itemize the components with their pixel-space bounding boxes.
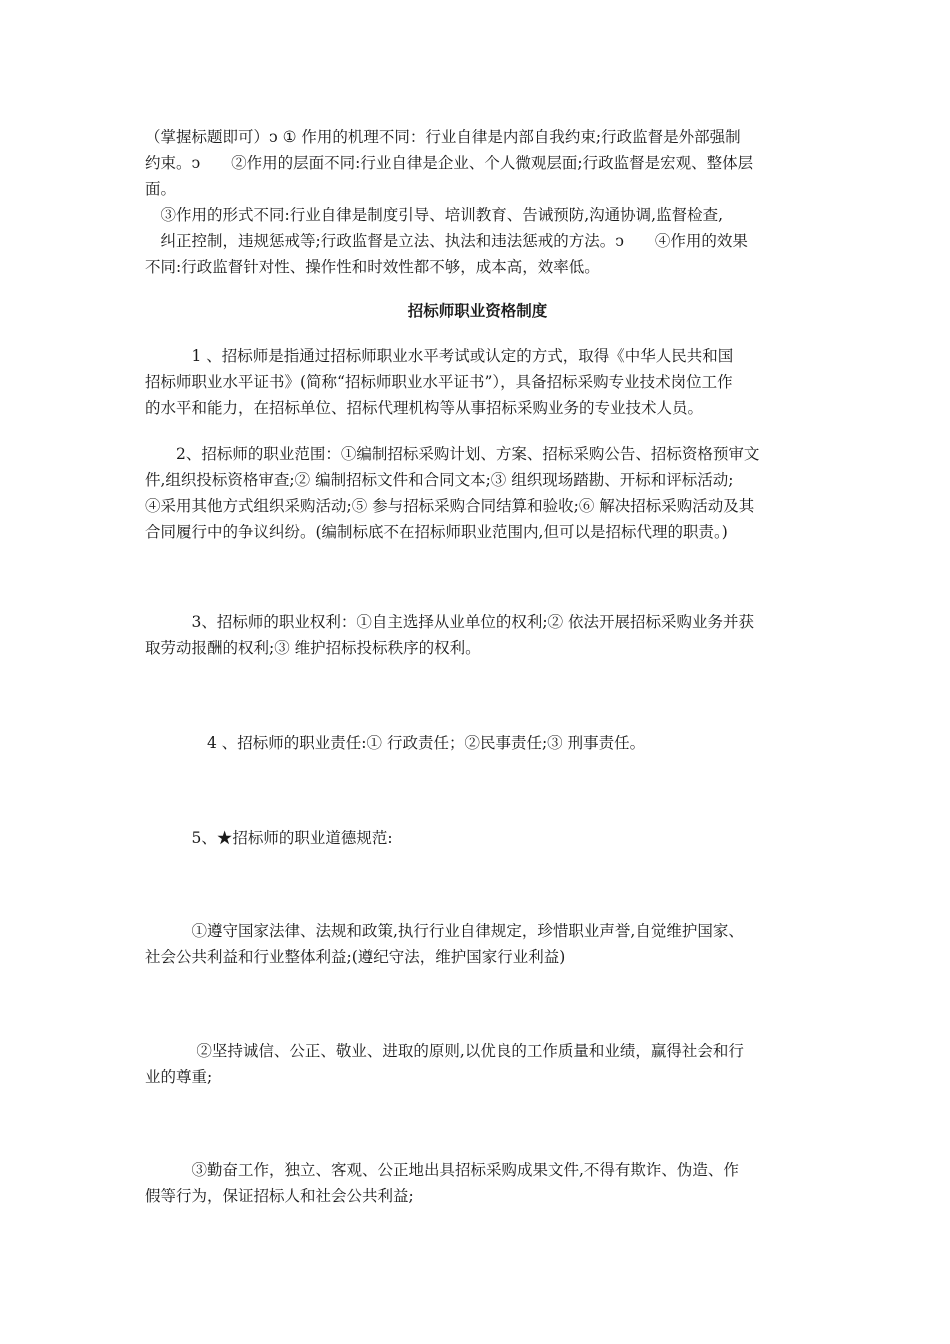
text-line: 取劳动报酬的权利;③ 维护招标投标秩序的权利。 <box>145 639 481 657</box>
text-line: 招标师职业水平证书》(简称“招标师职业水平证书”），具备招标采购专业技术岗位工作 <box>145 373 733 391</box>
intro-paragraph <box>145 124 810 280</box>
text-line: 纠正控制，违规惩戒等;行政监督是立法、执法和违法惩戒的方法。ↄ ④作用的效果 <box>145 232 748 250</box>
paragraph-8 <box>145 1157 810 1209</box>
paragraph-6 <box>145 918 810 970</box>
text-line: 约束。ↄ ②作用的层面不同:行业自律是企业、个人微观层面;行政监督是宏观、整体层 <box>145 154 754 172</box>
paragraph-4 <box>145 730 810 756</box>
text-line: 5、★招标师的职业道德规范: <box>145 829 393 847</box>
text-line: 不同:行政监督针对性、操作性和时效性都不够，成本高，效率低。 <box>145 258 600 276</box>
text-line: 3、招标师的职业权利：①自主选择从业单位的权利;② 依法开展招标采购业务并获 <box>145 613 755 631</box>
text-line: 件,组织投标资格审查;② 编制招标文件和合同文本;③ 组织现场踏勘、开标和评标活动; <box>145 471 734 489</box>
text-line: 1 、招标师是指通过招标师职业水平考试或认定的方式，取得《中华人民共和国 <box>145 347 734 365</box>
paragraph-2 <box>145 441 810 545</box>
section-title: 招标师职业资格制度 <box>407 302 548 320</box>
text-line: 假等行为，保证招标人和社会公共利益; <box>145 1187 414 1205</box>
text-line: 2、招标师的职业范围：①编制招标采购计划、方案、招标采购公告、招标资格预审文 <box>145 445 760 463</box>
text-line: ②坚持诚信、公正、敬业、进取的原则,以优良的工作质量和业绩，赢得社会和行 <box>145 1042 744 1060</box>
text-line: 4 、招标师的职业责任:① 行政责任；②民事责任;③ 刑事责任。 <box>145 734 646 752</box>
text-line: （掌握标题即可）ↄ ① 作用的机理不同：行业自律是内部自我约束;行政监督是外部强制 <box>145 128 741 146</box>
paragraph-5 <box>145 825 810 851</box>
paragraph-7 <box>145 1038 810 1090</box>
text-line: 面。 <box>145 180 177 198</box>
paragraph-1 <box>145 343 810 421</box>
text-line: ③勤奋工作，独立、客观、公正地出具招标采购成果文件,不得有欺诈、伪造、作 <box>145 1161 739 1179</box>
text-line: ③作用的形式不同:行业自律是制度引导、培训教育、告诫预防,沟通协调,监督检查, <box>145 206 724 224</box>
paragraph-3 <box>145 609 810 661</box>
text-line: ④采用其他方式组织采购活动;⑤ 参与招标采购合同结算和验收;⑥ 解决招标采购活动及其 <box>145 497 755 515</box>
text-line: 的水平和能力，在招标单位、招标代理机构等从事招标采购业务的专业技术人员。 <box>145 399 704 417</box>
text-line: 社会公共利益和行业整体利益;(遵纪守法，维护国家行业利益) <box>145 948 566 966</box>
text-line: ①遵守国家法律、法规和政策,执行行业自律规定，珍惜职业声誉,自觉维护国家、 <box>145 922 744 940</box>
text-line: 业的尊重; <box>145 1068 213 1086</box>
text-line: 合同履行中的争议纠纷。(编制标底不在招标师职业范围内,但可以是招标代理的职责。) <box>145 523 728 541</box>
